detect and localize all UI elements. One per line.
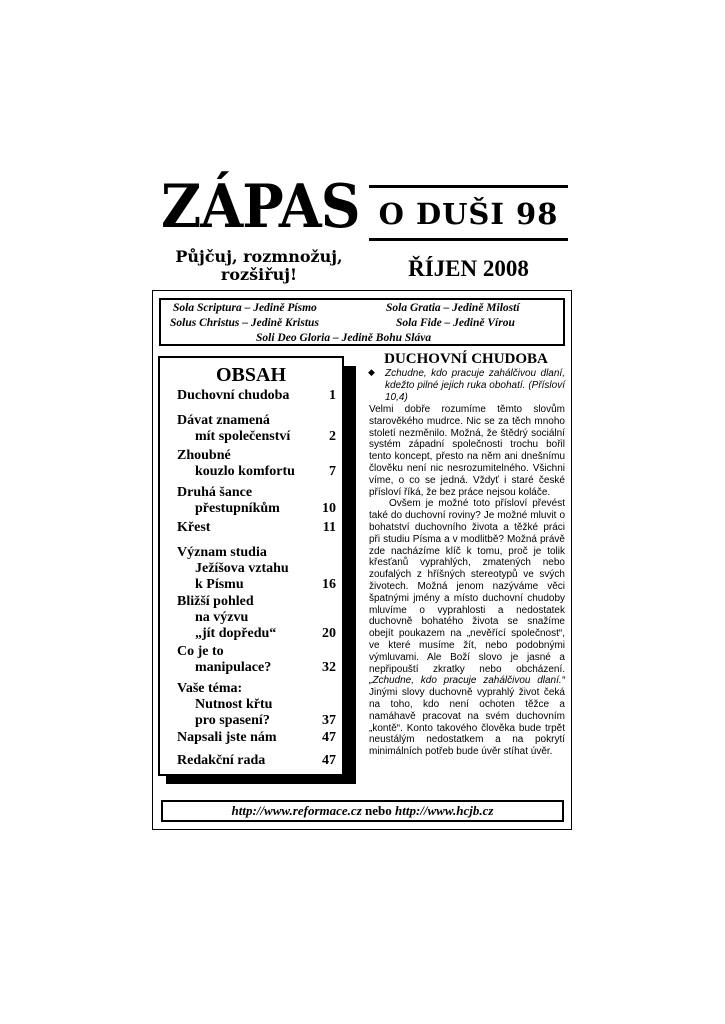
article-title: DUCHOVNÍ CHUDOBA (384, 351, 548, 367)
toc-item-page: 2 (329, 429, 336, 444)
motto-sola-fide: Sola Fide – Jedině Vírou (396, 317, 515, 329)
toc-item-title: Duchovní chudoba (177, 388, 290, 403)
toc-item-title: k Písmu (195, 577, 244, 592)
mottos-box (159, 298, 565, 346)
issue-title: O DUŠI 98 (378, 197, 559, 231)
toc-item[interactable] (177, 730, 336, 746)
motto-soli-deo-gloria: Soli Deo Gloria – Jedině Bohu Sláva (256, 332, 432, 344)
article-epigraph: Zchudne, kdo pracuje zahálčivou dlaní, kdežto pilné jejich ruka obohatí. (Přísloví 10,4) (385, 368, 565, 403)
article-paragraph-2-text-end: Jinými slovy duchovně vyprahlý život čeká na toho, kdo není ochoten těžce a namáhavě pracovat na svém duchovním „kontě“. Konto takového člověka bude trpět neustálým nedostatkem a na pokrytí minimálních potřeb bude úvěr stíhat úvěr. (369, 687, 565, 758)
article-body (369, 404, 565, 758)
article-paragraph-2 (369, 498, 565, 758)
toc-item[interactable] (177, 485, 336, 517)
toc-item-page: 37 (322, 713, 336, 728)
article-paragraph-2-text: Ovšem je možné toto přísloví převést také do duchovní roviny? Je možné mluvit o bohatství duchovního života a těžké práci při studiu Písma a v modlitbě? Možná právě zde nacházíme klíč k tomu, proč je tolik křesťanů vyprahlých, zmatených nebo zoufalých z hříšných stereotypů ve svých životech. Možná jenom nazýváme věci špatnými jmény a místo duchovní chudoby mluvíme o vyprahlosti a nedostatek duchovně bohatého života se snažíme obejít poukazem na „nevěřící společnost“, ve které musíme žít, nebo podobnými výmluvami. Ale Boží slovo je jasné a nepřipouští zkratky nebo obcházení. (369, 498, 565, 675)
link-hcjb[interactable]: http://www.hcjb.cz (395, 803, 494, 818)
issue-date: ŘÍJEN 2008 (408, 256, 529, 281)
toc-item-title: Dávat znamená (177, 413, 270, 428)
toc-item-title: Bližší pohled (177, 594, 254, 609)
toc-item-page: 47 (322, 730, 336, 745)
toc-item-page: 11 (322, 520, 336, 535)
toc-item-title: Zhoubné (177, 448, 231, 463)
issue-bottom-rule (369, 238, 568, 241)
toc-item-title: přestupníkům (195, 501, 280, 516)
toc-item-title: na výzvu (195, 610, 249, 625)
toc-item[interactable] (177, 753, 336, 769)
contents-title: OBSAH (215, 364, 287, 386)
logo: ZÁPAS (161, 172, 360, 242)
link-reformace[interactable]: http://www.reformace.cz (231, 803, 362, 818)
toc-item[interactable] (177, 545, 336, 593)
tagline-line-1: Půjčuj, rozmnožuj, (175, 247, 343, 266)
toc-item-title: manipulace? (195, 660, 272, 675)
toc-item-page: 10 (322, 501, 336, 516)
toc-item-page: 7 (329, 464, 336, 479)
toc-item-title: Vaše téma: (177, 681, 243, 696)
links-joiner: nebo (365, 803, 392, 818)
toc-item-title: Napsali jste nám (177, 730, 277, 745)
toc-item[interactable] (177, 594, 336, 642)
toc-item-title: Druhá šance (177, 485, 253, 500)
toc-item[interactable] (177, 520, 336, 536)
toc-item-title: Redakční rada (177, 753, 266, 768)
toc-item-title: kouzlo komfortu (195, 464, 295, 479)
article-paragraph-1: Velmi dobře rozumíme těmto slovům starověkého mudrce. Nic se za těch mnoho století nezměnilo. Možná, že štědrý sociální systém západní společnosti trochu bořil tento koncept, přesto na něm ani dnešnímu člověku není nic nesrozumitelného. Všichni víme, o co se jedná. Vždyť i staré české přísloví říká, že bez práce nejsou koláče. (369, 404, 565, 498)
toc-item-page: 20 (322, 626, 336, 641)
article-inline-quote: „Zchudne, kdo pracuje zahálčivou dlaní.“ (369, 675, 565, 687)
toc-item-title: Ježíšova vztahu (195, 561, 289, 576)
toc-item[interactable] (177, 644, 336, 676)
toc-item[interactable] (177, 413, 336, 445)
toc-item-title: Nutnost křtu (195, 697, 273, 712)
toc-item-title: Křest (177, 520, 211, 535)
toc-item-title: „jít dopředu“ (195, 626, 277, 641)
toc-item[interactable] (177, 681, 336, 729)
motto-sola-gratia: Sola Gratia – Jedině Milostí (386, 302, 520, 314)
tagline (164, 248, 354, 284)
motto-solus-christus: Solus Christus – Jedině Kristus (170, 317, 319, 329)
toc-item-title: Význam studia (177, 545, 267, 560)
toc-item[interactable] (177, 448, 336, 480)
website-links (161, 800, 564, 822)
toc-item[interactable] (177, 388, 336, 404)
tagline-line-2: rozšiřuj! (220, 265, 298, 284)
toc-item-page: 47 (322, 753, 336, 768)
issue-top-rule (369, 185, 568, 188)
contents-box (158, 356, 344, 776)
toc-item-title: Co je to (177, 644, 224, 659)
toc-item-title: pro spasení? (195, 713, 270, 728)
toc-item-page: 32 (322, 660, 336, 675)
toc-item-page: 1 (329, 388, 336, 403)
motto-sola-scriptura: Sola Scriptura – Jedině Písmo (173, 302, 317, 314)
toc-item-page: 16 (322, 577, 336, 592)
toc-item-title: mít společenství (195, 429, 291, 444)
diamond-bullet-icon: ◆ (368, 368, 375, 378)
